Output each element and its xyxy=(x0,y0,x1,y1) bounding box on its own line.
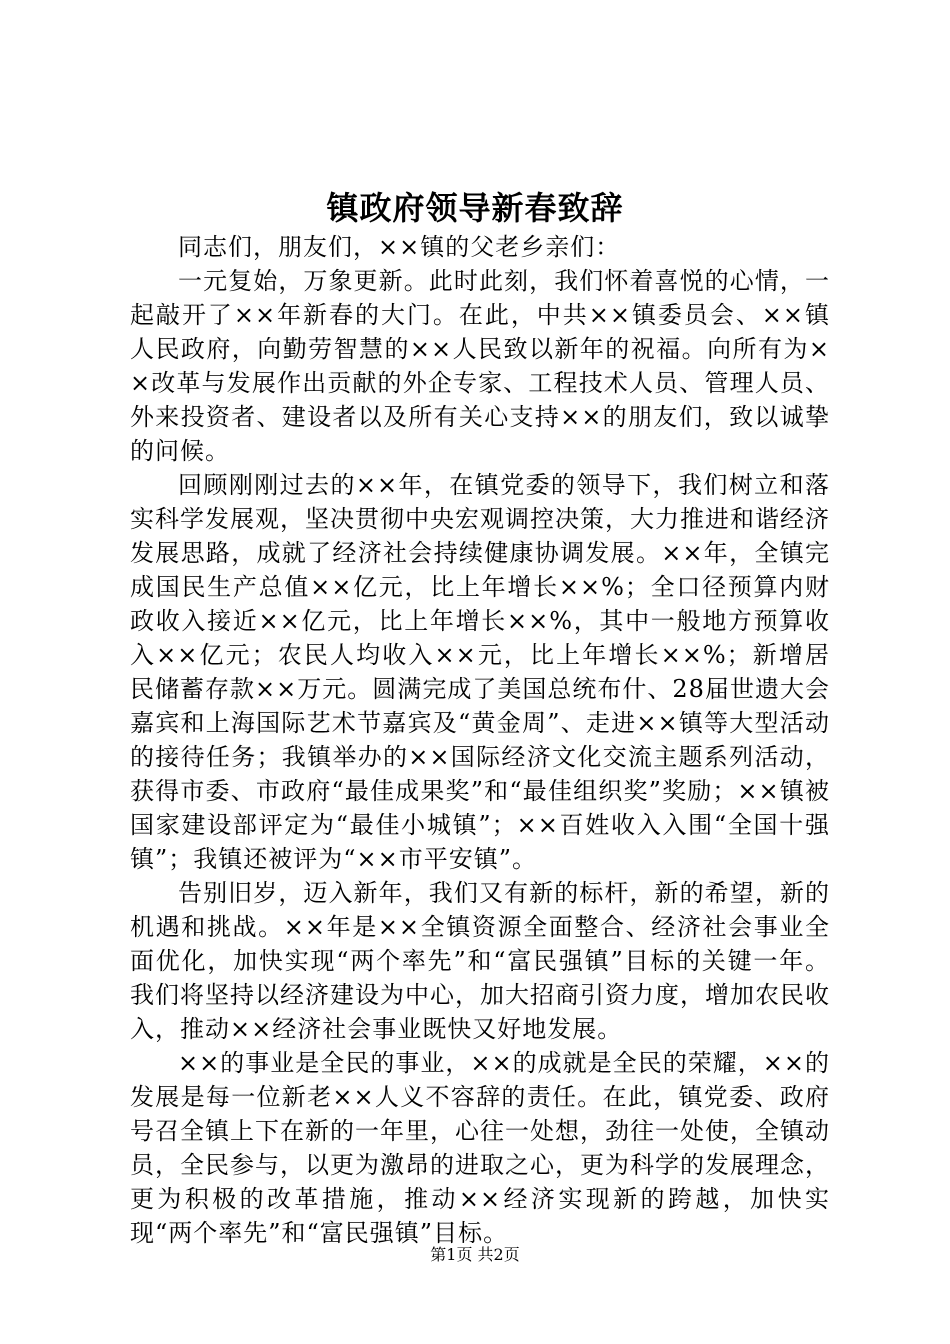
page-number-footer: 第1页 共2页 xyxy=(430,1245,520,1264)
paragraph-greeting: 一元复始，万象更新。此时此刻，我们怀着喜悦的心情，一起敲开了××年新春的大门。在此，中共××镇委员会、××镇人民政府，向勤劳智慧的××人民致以新年的祝福。向所有为××改革与发展作出贡献的外企专家、工程技术人员、管理人员、外来投资者、建设者以及所有关心支持××的朋友们，致以诚挚的问候。 xyxy=(130,267,830,465)
document-body xyxy=(130,230,830,1250)
document-title: 镇政府领导新春致辞 xyxy=(326,189,624,227)
paragraph-salutation: 同志们，朋友们，××镇的父老乡亲们： xyxy=(178,233,621,261)
paragraph-review: 回顾刚刚过去的××年，在镇党委的领导下，我们树立和落实科学发展观，坚决贯彻中央宏观调控决策，大力推进和谐经济发展思路，成就了经济社会持续健康协调发展。××年，全镇完成国民生产总值××亿元，比上年增长××%；全口径预算内财政收入接近××亿元，比上年增长××%，其中一般地方预算收入××亿元；农民人均收入××元，比上年增长××%；新增居民储蓄存款××万元。圆满完成了美国总统布什、28届世遗大会嘉宾和上海国际艺术节嘉宾及“黄金周”、走进××镇等大型活动的接待任务；我镇举办的××国际经济文化交流主题系列活动，获得市委、市政府“最佳成果奖”和“最佳组织奖”奖励；××镇被国家建设部评定为“最佳小城镇”；××百姓收入入围“全国十强镇”；我镇还被评为“××市平安镇”。 xyxy=(130,471,830,873)
paragraph-call-to-action: ××的事业是全民的事业，××的成就是全民的荣耀，××的发展是每一位新老××人义不容辞的责任。在此，镇党委、政府号召全镇上下在新的一年里，心往一处想，劲往一处使，全镇动员，全民参与，以更为激昂的进取之心，更为科学的发展理念，更为积极的改革措施，推动××经济实现新的跨越，加快实现“两个率先”和“富民强镇”目标。 xyxy=(130,1049,830,1247)
paragraph-outlook: 告别旧岁，迈入新年，我们又有新的标杆，新的希望，新的机遇和挑战。××年是××全镇资源全面整合、经济社会事业全面优化，加快实现“两个率先”和“富民强镇”目标的关键一年。我们将坚持以经济建设为中心，加大招商引资力度，增加农民收入，推动××经济社会事业既快又好地发展。 xyxy=(130,879,830,1043)
